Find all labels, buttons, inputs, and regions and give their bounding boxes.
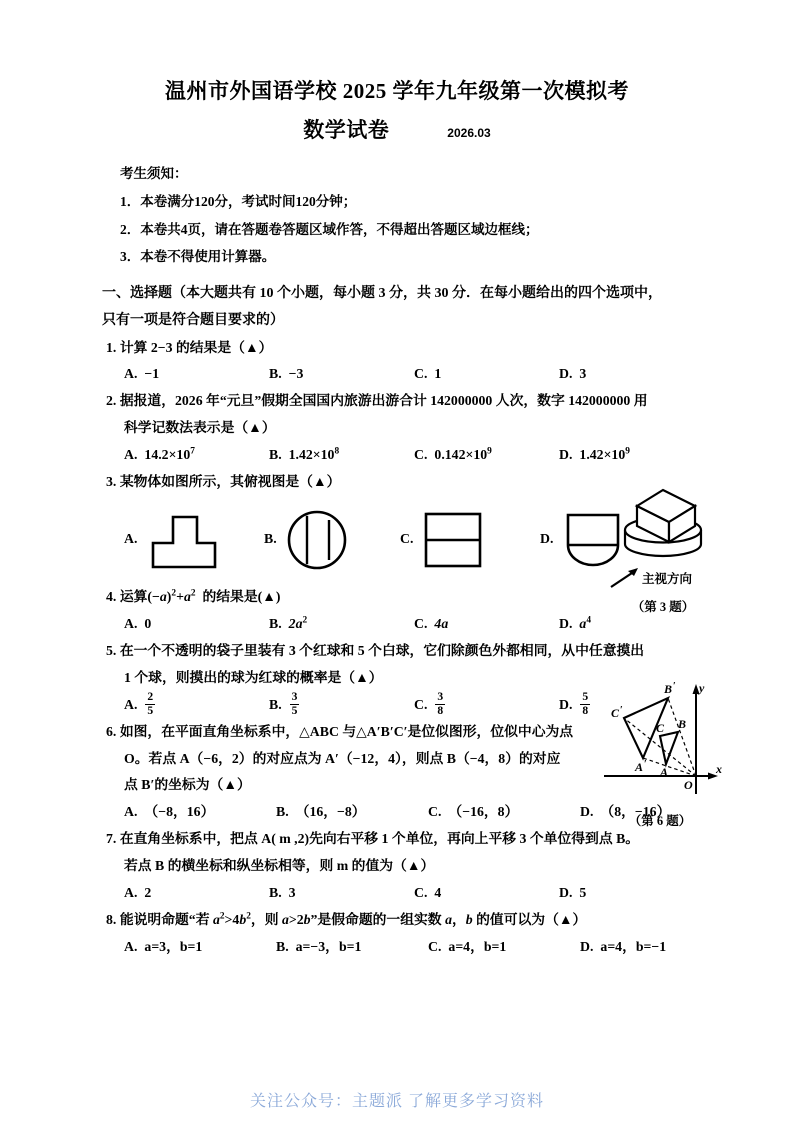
section-heading-line1: 一、选择题（本大题共有 10 个小题，每小题 3 分，共 30 分．在每小题给出的四个选项中， [102, 285, 662, 301]
question-2-options [102, 442, 692, 469]
notice-item: 2．本卷共4页，请在答题卷答题区域作答，不得超出答题区域边框线； [120, 221, 539, 237]
notice-item: 1．本卷满分120分，考试时间120分钟； [120, 193, 357, 209]
subtitle-row [102, 114, 692, 144]
option-d[interactable]: D. $\frac{5}{8}$ [559, 690, 589, 717]
question-2-number: 2. [106, 393, 117, 409]
footer-watermark: 关注公众号：主题派 了解更多学习资料 [249, 1093, 544, 1110]
question-1-text: 计算 2−3 的结果是（▲） [119, 339, 273, 355]
question-2-stem-line2: 科学记数法表示是（▲） [124, 420, 276, 436]
question-2-stem-line1 [102, 388, 692, 415]
question-3-number: 3. [106, 474, 117, 490]
question-5-stem-line2: 1 个球，则摸出的球为红球的概率是（▲） [124, 669, 383, 685]
option-d[interactable]: D. $1.42\times 10^9$ [559, 446, 630, 463]
question-3-text: 某物体如图所示，其俯视图是（▲） [119, 474, 341, 490]
svg-text:B: B [664, 682, 673, 696]
question-8 [102, 907, 692, 961]
question-8-stem [102, 907, 692, 934]
question-7-text-1: 在直角坐标系中，把点 A( m ,2)先向右平移 1 个单位，再向上平移 3 个单位得到点 B。 [119, 831, 640, 847]
option-c[interactable]: C. $0.142\times 10^9$ [414, 446, 492, 463]
question-1-options [102, 361, 692, 388]
question-6-figure [598, 676, 722, 829]
option-b[interactable]: B. （16，−8） [276, 804, 366, 820]
question-5-text-1: 在一个不透明的袋子里装有 3 个红球和 5 个白球，它们除颜色外都相同，从中任意摸出 [119, 642, 645, 658]
candidate-notices [102, 160, 692, 271]
question-7-options [102, 880, 692, 907]
question-1-stem [102, 335, 692, 362]
svg-text:A: A [660, 765, 669, 779]
question-4-number: 4. [106, 588, 117, 604]
page-title: 温州市外国语学校 2025 学年九年级第一次模拟考 [165, 79, 629, 103]
question-8-options [102, 934, 692, 961]
option-a[interactable]: A. 0 [124, 615, 152, 631]
question-2 [102, 388, 692, 469]
option-a[interactable]: A. a=3，b=1 [124, 938, 203, 954]
svg-text:x: x [716, 762, 722, 776]
question-5-number: 5. [106, 642, 117, 658]
question-5-stem-line1 [102, 638, 692, 665]
option-c[interactable]: C. 1 [414, 366, 442, 382]
question-8-text: 能说明命题“若 $a^2>4b^2$，则 a>2b”是假命题的一组实数 a，b 的值可以为（▲） [119, 911, 587, 927]
question-3-figure-caption: （第 3 题） [631, 600, 695, 614]
paper-date: 2026.03 [447, 126, 491, 141]
svg-text:′: ′ [620, 705, 623, 716]
question-7-number: 7. [106, 831, 117, 847]
option-a[interactable]: A. （−8，16） [124, 804, 215, 820]
option-d[interactable]: D. 3 [559, 366, 587, 382]
view-direction-arrow-icon [608, 568, 642, 590]
option-c[interactable]: C. 4 [414, 885, 442, 901]
option-d[interactable]: D. $a^4$ [559, 615, 592, 631]
option-b[interactable]: B. $\frac{3}{5}$ [269, 690, 298, 717]
question-3-figure [604, 486, 722, 615]
notice-item: 3．本卷不得使用计算器。 [120, 249, 276, 265]
cylinder-with-prism-icon [607, 486, 719, 564]
option-a[interactable]: A. 2 [124, 885, 152, 901]
option-c[interactable]: C. a=4，b=1 [428, 938, 507, 954]
notices-heading: 考生须知： [120, 166, 188, 182]
option-a[interactable]: A. [124, 509, 264, 571]
option-b[interactable]: B. a=−3，b=1 [276, 938, 362, 954]
option-b[interactable]: B. 3 [269, 885, 296, 901]
question-8-number: 8. [106, 911, 117, 927]
svg-text:y: y [699, 681, 705, 695]
question-6-text-1: 如图，在平面直角坐标系中，△ABC 与△A′B′C′是位似图形，位似中心为点 [119, 723, 574, 739]
svg-text:B: B [678, 717, 687, 731]
option-a[interactable]: A. $14.2\times 10^7$ [124, 446, 195, 463]
question-2-text-1: 据报道，2026 年“元旦”假期全国国内旅游出游合计 142000000 人次，数字 142000000 用 [119, 393, 648, 409]
svg-text:′: ′ [644, 759, 647, 770]
svg-text:C: C [611, 706, 620, 720]
question-4-text: 运算$(-a)^2+a^2$ 的结果是(▲) [119, 588, 281, 604]
option-c[interactable]: C. （−16，8） [428, 804, 519, 820]
option-d[interactable]: D. （8，−16） [580, 804, 671, 820]
option-b[interactable]: B. $1.42\times 10^8$ [269, 446, 340, 463]
svg-text:A: A [635, 760, 644, 774]
tee-shape-icon [145, 509, 223, 571]
section-heading-line2: 只有一项是符合题目要求的） [102, 313, 284, 329]
svg-text:C: C [656, 721, 665, 735]
question-1-number: 1. [106, 339, 117, 355]
homothety-coordinate-diagram [598, 676, 722, 804]
paper-subject: 数学试卷 [303, 118, 390, 143]
option-b[interactable]: B. [264, 508, 400, 572]
question-6-stem-line3: 点 B′的坐标为（▲） [124, 777, 251, 793]
option-a[interactable]: A. −1 [124, 366, 160, 382]
section-heading [102, 280, 692, 335]
question-7 [102, 826, 692, 907]
option-b[interactable]: B. −3 [269, 366, 304, 382]
view-direction-label: 主视方向 [642, 572, 693, 586]
option-d[interactable]: D. a=4，b=−1 [580, 938, 667, 954]
option-c[interactable]: C. [400, 509, 540, 571]
option-d[interactable]: D. [540, 509, 680, 571]
question-6-figure-caption: （第 6 题） [628, 814, 692, 828]
option-b[interactable]: B. $2a^2$ [269, 615, 308, 631]
circle-with-chords-icon [285, 508, 349, 572]
option-d[interactable]: D. 5 [559, 885, 587, 901]
question-6-number: 6. [106, 723, 117, 739]
question-1 [102, 335, 692, 389]
question-7-stem-line1 [102, 826, 692, 853]
svg-text:′: ′ [673, 681, 676, 692]
question-6-stem-line2: O。若点 A（−6，2）的对应点为 A′（−12，4），则点 B（−4，8）的对应 [124, 750, 561, 766]
option-a[interactable]: A. $\frac{2}{5}$ [124, 690, 154, 717]
svg-text:O: O [684, 778, 693, 792]
option-c[interactable]: C. $\frac{3}{8}$ [414, 690, 444, 717]
divided-rectangle-icon [421, 509, 485, 571]
question-7-stem-line2: 若点 B 的横坐标和纵坐标相等，则 m 的值为（▲） [124, 858, 435, 874]
option-c[interactable]: C. 4a [414, 615, 449, 631]
